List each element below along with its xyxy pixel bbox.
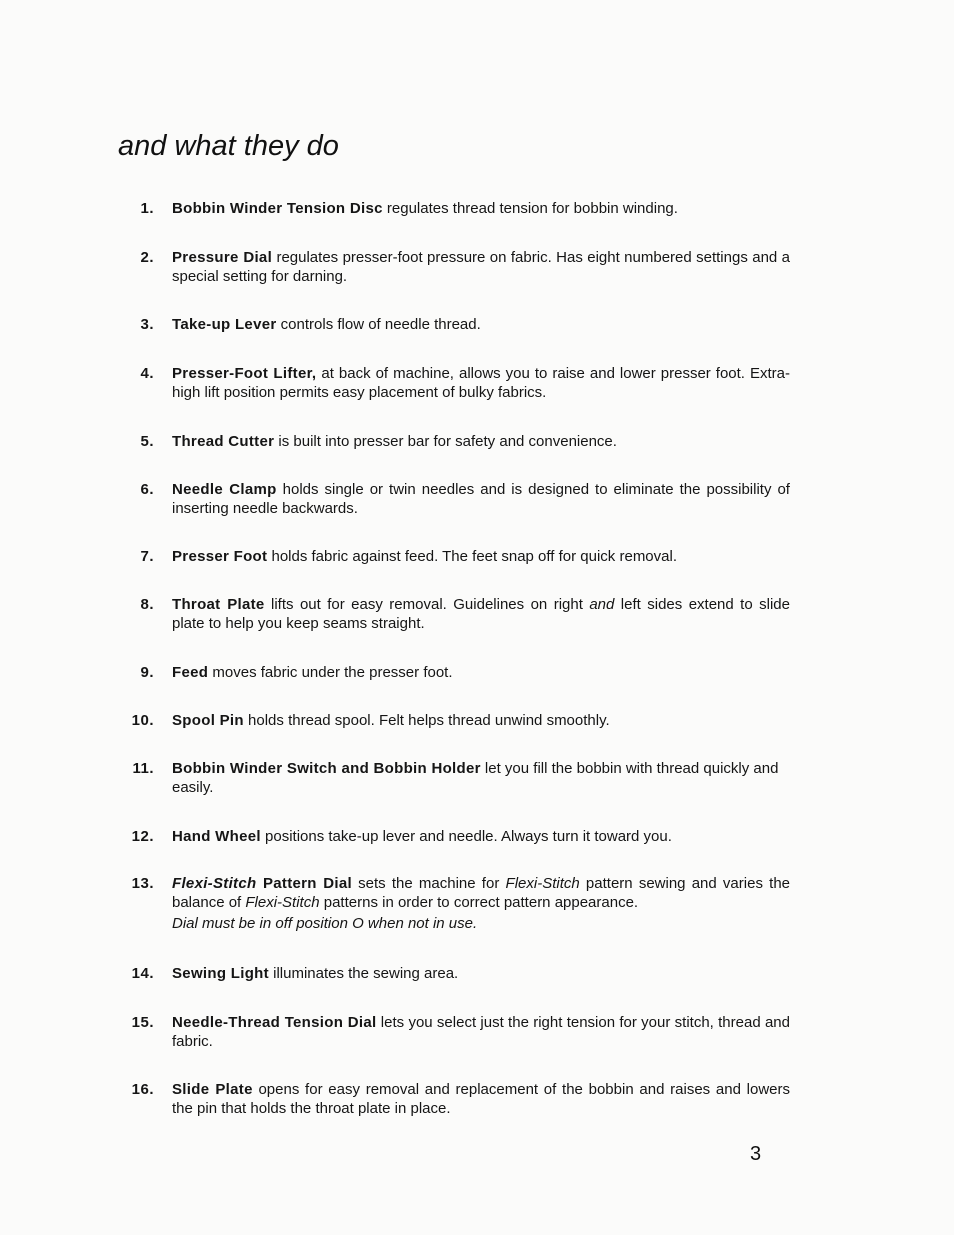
page-number: 3 [750, 1143, 762, 1165]
item-number: 11. [132, 760, 154, 777]
item-text: illuminates the sewing area. [268, 965, 459, 982]
item-text: left sides extend to slide plate to help you keep seams straight. [172, 596, 790, 632]
list-item [120, 964, 790, 983]
item-number: 3. [140, 316, 154, 333]
item-number: 14. [131, 965, 154, 982]
item-term: Bobbin Winder Tension Disc [172, 200, 383, 217]
item-text: let you fill the bobbin with thread quickly and easily. [172, 760, 779, 796]
item-term: Presser-Foot Lifter, [172, 365, 317, 382]
item-number: 12. [131, 828, 154, 845]
list-item [120, 432, 790, 451]
item-text: holds thread spool. Felt helps thread unwind smoothly. [243, 712, 610, 729]
item-text: at back of machine, allows you to raise and lower presser foot. Extra-high lift position permits easy placement of bulky fabrics. [172, 365, 790, 401]
item-term: Presser Foot [172, 548, 268, 565]
item-term: Hand Wheel [172, 828, 261, 845]
item-term: Pattern Dial [256, 875, 352, 892]
item-term: Thread Cutter [172, 433, 275, 450]
item-term: Needle-Thread Tension Dial [172, 1014, 377, 1031]
list-item [120, 827, 790, 846]
item-text: is built into presser bar for safety and convenience. [274, 433, 617, 450]
item-text-italic: and [589, 596, 615, 613]
list-item [120, 199, 790, 218]
list-item [120, 547, 790, 566]
item-term: Sewing Light [172, 965, 269, 982]
item-number: 15. [131, 1014, 154, 1031]
item-text: pattern sewing and varies the balance of [172, 875, 791, 911]
item-number: 6. [140, 481, 154, 498]
item-text: lifts out for easy removal. Guidelines on right [264, 596, 590, 613]
item-text: positions take-up lever and needle. Always turn it toward you. [260, 828, 672, 845]
item-term: Throat Plate [172, 596, 265, 613]
item-number: 10. [131, 712, 154, 729]
list-item [120, 595, 790, 633]
item-text-italic: Flexi-Stitch [245, 894, 320, 911]
list-item [120, 364, 790, 402]
item-text: lets you select just the right tension for your stitch, thread and fabric. [172, 1014, 790, 1050]
list-item [120, 315, 790, 334]
item-text: regulates presser-foot pressure on fabric. Has eight numbered settings and a special setting for darning. [172, 249, 791, 285]
item-text: patterns in order to correct pattern appearance. [319, 894, 639, 911]
item-term: Bobbin Winder Switch and Bobbin Holder [172, 760, 481, 777]
item-text: controls flow of needle thread. [276, 316, 481, 333]
item-note: Dial must be in off position O when not in use. [172, 915, 478, 932]
list-item [120, 480, 790, 518]
item-text: sets the machine for [351, 875, 506, 892]
list-item [120, 1080, 790, 1118]
item-term: Slide Plate [172, 1081, 253, 1098]
list-item [120, 711, 790, 730]
item-text: holds single or twin needles and is designed to eliminate the possibility of inserting needle backwards. [172, 481, 790, 517]
item-term: Take-up Lever [172, 316, 277, 333]
list-item [120, 874, 790, 933]
item-number: 13. [131, 875, 154, 892]
item-text: regulates thread tension for bobbin winding. [382, 200, 678, 217]
item-text-italic: Flexi-Stitch [505, 875, 580, 892]
item-term-italic: Flexi-Stitch [172, 875, 257, 892]
item-text: opens for easy removal and replacement of the bobbin and raises and lowers the pin that holds the throat plate in place. [172, 1081, 790, 1117]
item-number: 9. [140, 664, 154, 681]
item-term: Spool Pin [172, 712, 244, 729]
item-term: Needle Clamp [172, 481, 277, 498]
item-number: 2. [140, 249, 154, 266]
item-number: 8. [140, 596, 154, 613]
list-item [120, 1013, 790, 1051]
list-item [120, 759, 790, 797]
list-item [120, 663, 790, 682]
item-text: holds fabric against feed. The feet snap off for quick removal. [267, 548, 677, 565]
item-number: 1. [140, 200, 154, 217]
item-number: 16. [131, 1081, 154, 1098]
item-term: Feed [172, 664, 209, 681]
item-number: 7. [140, 548, 154, 565]
item-text: moves fabric under the presser foot. [208, 664, 453, 681]
section-heading: and what they do [118, 130, 339, 162]
item-number: 5. [140, 433, 154, 450]
list-item [120, 248, 790, 286]
item-number: 4. [140, 365, 154, 382]
item-term: Pressure Dial [172, 249, 273, 266]
